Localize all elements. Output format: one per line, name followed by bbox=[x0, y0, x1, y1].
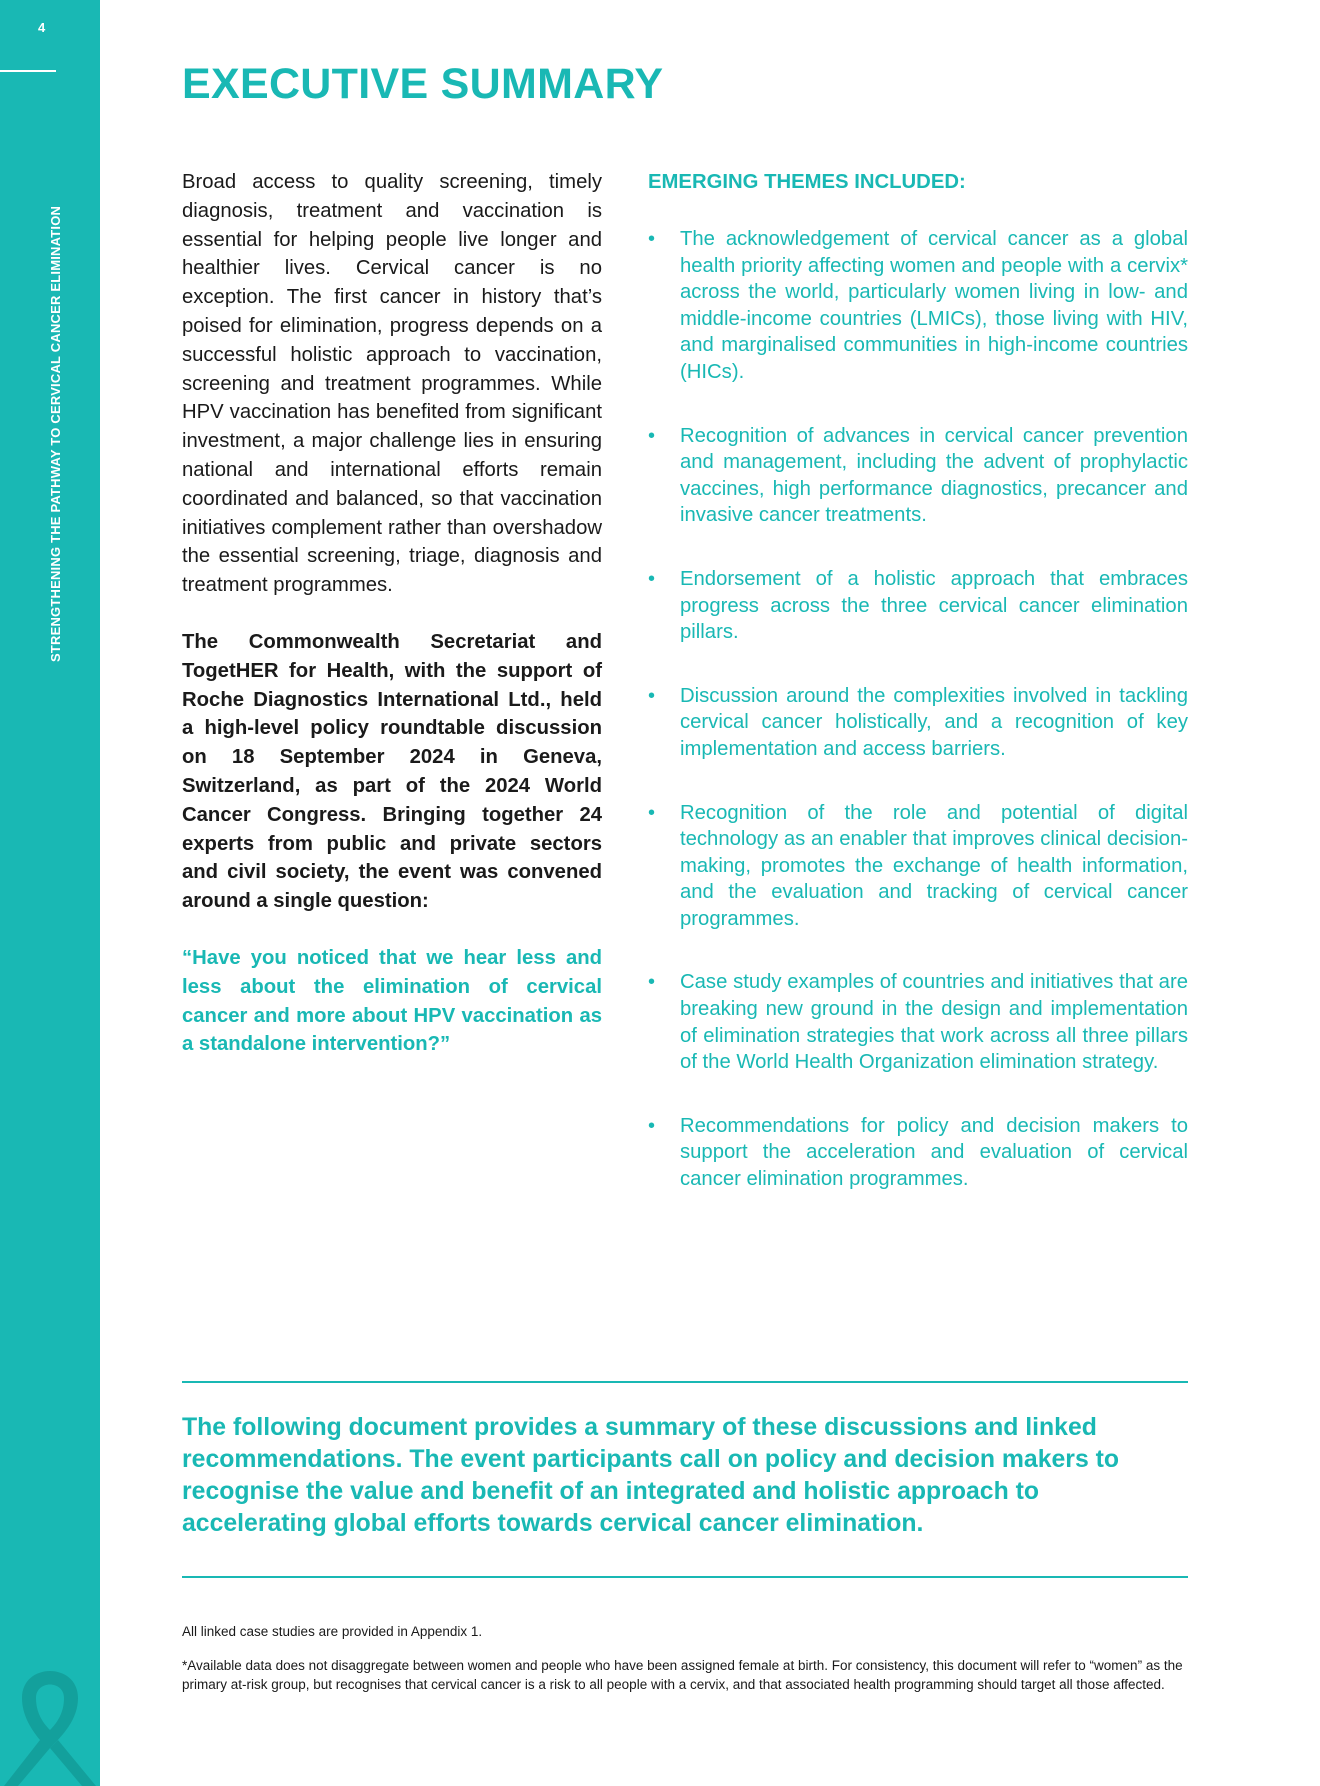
event-paragraph: The Commonwealth Secretariat and TogetHER for Health, with the support of Roche Diagnostics International Ltd., held a high-level policy roundtable discussion on 18 September 2024 in Geneva, Switzerland, as part of the 2024 World Cancer Congress. Bringing together 24 experts from public and private sectors and civil society, the event was convened around a single question: bbox=[182, 630, 602, 913]
themes-heading: EMERGING THEMES INCLUDED: bbox=[648, 171, 966, 193]
sidebar-divider bbox=[0, 70, 56, 72]
bullet-icon: • bbox=[648, 424, 656, 447]
page-number: 4 bbox=[38, 20, 46, 35]
bullet-icon: • bbox=[648, 567, 656, 590]
theme-text: The acknowledgement of cervical cancer as a global health priority affecting women and people with a cervix* across the world, particularly women living in low- and middle-income countries (LMICs), those living with HIV, and marginalised communities in high-income countries (HICs). bbox=[680, 228, 1188, 383]
bullet-icon: • bbox=[648, 684, 656, 707]
theme-item bbox=[648, 423, 1188, 529]
bullet-icon: • bbox=[648, 801, 656, 824]
callout-top-rule bbox=[182, 1381, 1188, 1383]
appendix-footnote: All linked case studies are provided in Appendix 1. bbox=[182, 1624, 483, 1639]
intro-paragraph: Broad access to quality screening, timely diagnosis, treatment and vaccination is essential for helping people live longer and healthier lives. Cervical cancer is no exception. The first cancer in history that’s poised for elimination, progress depends on a successful holistic approach to vaccination, screening and treatment programmes. While HPV vaccination has benefited from significant investment, a major challenge lies in ensuring national and international efforts remain coordinated and balanced, so that vaccination initiatives complement rather than overshadow the essential screening, triage, diagnosis and treatment programmes. bbox=[182, 171, 602, 597]
awareness-ribbon-icon bbox=[0, 1640, 100, 1786]
theme-text: Recognition of the role and potential of digital technology as an enabler that improves clinical decision-making, promotes the exchange of health information, and the evaluation and tracking of cervical cancer programmes. bbox=[680, 801, 1188, 930]
theme-item bbox=[648, 226, 1188, 386]
bullet-icon: • bbox=[648, 971, 656, 994]
theme-item bbox=[648, 1113, 1188, 1193]
theme-text: Recognition of advances in cervical cancer prevention and management, including the advent of prophylactic vaccines, high performance diagnostics, precancer and invasive cancer treatments. bbox=[680, 424, 1188, 527]
theme-item bbox=[648, 683, 1188, 763]
theme-text: Discussion around the complexities involved in tackling cervical cancer holistically, and a recognition of key implementation and access barriers. bbox=[680, 684, 1188, 760]
theme-text: Recommendations for policy and decision makers to support the acceleration and evaluation of cervical cancer elimination programmes. bbox=[680, 1114, 1188, 1191]
bullet-icon: • bbox=[648, 228, 656, 250]
callout-bottom-rule bbox=[182, 1576, 1188, 1578]
sidebar bbox=[0, 0, 100, 1786]
theme-item bbox=[648, 566, 1188, 646]
running-title: STRENGTHENING THE PATHWAY TO CERVICAL CANCER ELIMINATION bbox=[48, 205, 63, 662]
left-column bbox=[182, 168, 602, 1059]
key-question-quote: “Have you noticed that we hear less and less about the elimination of cervical cancer and more about HPV vaccination as a standalone intervention?” bbox=[182, 946, 602, 1056]
bullet-icon: • bbox=[648, 1114, 656, 1137]
summary-callout: The following document provides a summary of these discussions and linked recommendations. The event participants call on policy and decision makers to recognise the value and benefit of an integrated and holistic approach to accelerating global efforts towards cervical cancer elimination. bbox=[182, 1414, 1120, 1537]
theme-text: Endorsement of a holistic approach that embraces progress across the three cervical cancer elimination pillars. bbox=[680, 567, 1188, 644]
theme-text: Case study examples of countries and initiatives that are breaking new ground in the design and implementation of elimination strategies that work across all three pillars of the World Health Organization elimination strategy. bbox=[680, 971, 1188, 1074]
theme-item bbox=[648, 800, 1188, 933]
page-title: EXECUTIVE SUMMARY bbox=[182, 60, 664, 108]
theme-item bbox=[648, 969, 1188, 1075]
definition-footnote: *Available data does not disaggregate between women and people who have been assigned female at birth. For consistency, this document will refer to “women” as the primary at-risk group, but recognises that cervical cancer is a risk to all people with a cervix, and that associated health programming should target all those affected. bbox=[182, 1658, 1183, 1692]
themes-list bbox=[648, 226, 1188, 1193]
right-column bbox=[648, 168, 1188, 1230]
